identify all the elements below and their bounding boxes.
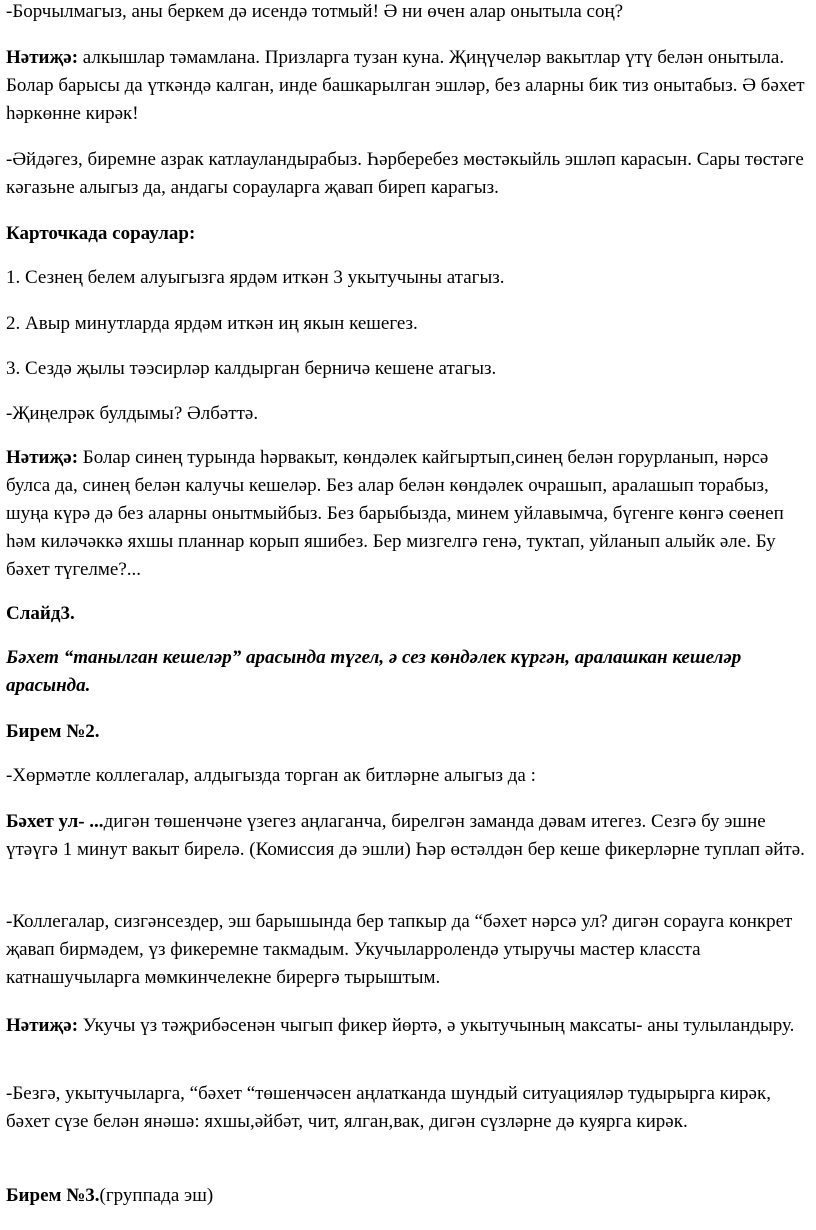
task-3-label: Бирем №3. xyxy=(6,1185,100,1206)
paragraph-instruction: -Әйдәгез, биремне азрак катлауландырабыз. Һәрберебез мөстәкыйль эшләп карасын. Сары төстәге кәгазьне алыгыз да, андагы сорауларга җавап биреп карагыз. xyxy=(6,149,804,198)
question-1: 1. Сезнең белем алуыгызга ярдәм иткән 3 укытучыны атагыз. xyxy=(6,267,505,288)
paragraph-teachers: -Безгә, укытучыларга, “бәхет “төшенчәсен аңлатканда шундый ситуацияләр тудырырга кирәк, бәхет сүзе белән янәшә: яхшы,әйбәт, чит, ялган,вак, дигән сүзләрне дә куярга кирәк. xyxy=(6,1083,771,1132)
task-3-heading xyxy=(6,1182,213,1210)
slide-statement: Бәхет “танылган кешеләр” арасында түгел, ә сез көндәлек күргән, аралашкан кешеләр арасында. xyxy=(6,647,742,696)
paragraph-question: -Борчылмагыз, аны беркем дә исендә тотмый! Ә ни өчен алар онытыла соң? xyxy=(6,1,624,22)
slide-heading: Слайд3. xyxy=(6,603,75,624)
paragraph-conclusion-3 xyxy=(6,1012,794,1040)
happiness-label: Бәхет ул- ... xyxy=(6,811,104,832)
task-2-heading: Бирем №2. xyxy=(6,721,100,742)
happiness-text: дигән төшенчәне үзегез аңлаганча, бирелгән заманда дәвам итегез. Сезгә бу эшне үтәүгә 1 минут вакыт бирелә. (Комиссия дә эшли) Һәр өстәлдән бер кеше фикерләрне туплап әйтә. xyxy=(6,811,805,860)
conclusion-text: алкышлар тәмамлана. Призларга тузан куна. Җиңүчеләр вакытлар үтү белән онытыла. Болар барысы да үткәндә калган, инде башкарылган эшләр, без аларны бик тиз онытабыз. Ә бәхет һәркөнне кирәк! xyxy=(6,47,805,124)
paragraph-colleagues: -Хөрмәтле коллегалар, алдыгызда торган ак битләрне алыгыз да : xyxy=(6,765,536,786)
paragraph-happiness-task xyxy=(6,808,812,864)
question-3: 3. Сездә җылы тәэсирләр калдырган берничә кешене атагыз. xyxy=(6,358,497,379)
conclusion-text: Болар синең турында һәрвакыт, көндәлек кайгыртып,синең белән горурланып, нәрсә булса да, синең белән калучы кешеләр. Без алар белән көндәлек очрашып, аралашып торабыз, шуңа күрә дә без аларны онытмыйбыз. Без барыбызда, минем уйлавымча, бүгенге көнгә сөенеп һәм киләчәккә яхшы планнар корып яшибез. Бер мизгелгә генә, туктап, уйланып алыйк әле. Бу бәхет түгелме?... xyxy=(6,447,784,580)
card-questions-heading: Карточкада сораулар: xyxy=(6,223,196,244)
paragraph-easier: -Җиңелрәк булдымы? Әлбәттә. xyxy=(6,403,259,424)
conclusion-text: Укучы үз тәҗрибәсенән чыгып фикер йөртә, ә укытучының максаты- аны тулыландыру. xyxy=(78,1015,795,1036)
question-2: 2. Авыр минутларда ярдәм иткән иң якын кешегез. xyxy=(6,313,418,334)
conclusion-label: Нәтиҗә: xyxy=(6,1015,79,1036)
paragraph-colleagues-noticed: -Коллегалар, сизгәнсездер, эш барышында бер тапкыр да “бәхет нәрсә ул? дигән сорауга конкрет җавап бирмәдем, үз фикеремне такмадым. Укучыларролендә утыручы мастер класста катнашучыларга мөмкинчелекне бирергә тырыштым. xyxy=(6,911,793,988)
paragraph-conclusion-2 xyxy=(6,444,812,584)
conclusion-label: Нәтиҗә: xyxy=(6,47,79,68)
task-3-note: (группада эш) xyxy=(99,1185,214,1206)
paragraph-conclusion-1 xyxy=(6,44,812,128)
conclusion-label: Нәтиҗә: xyxy=(6,447,79,468)
